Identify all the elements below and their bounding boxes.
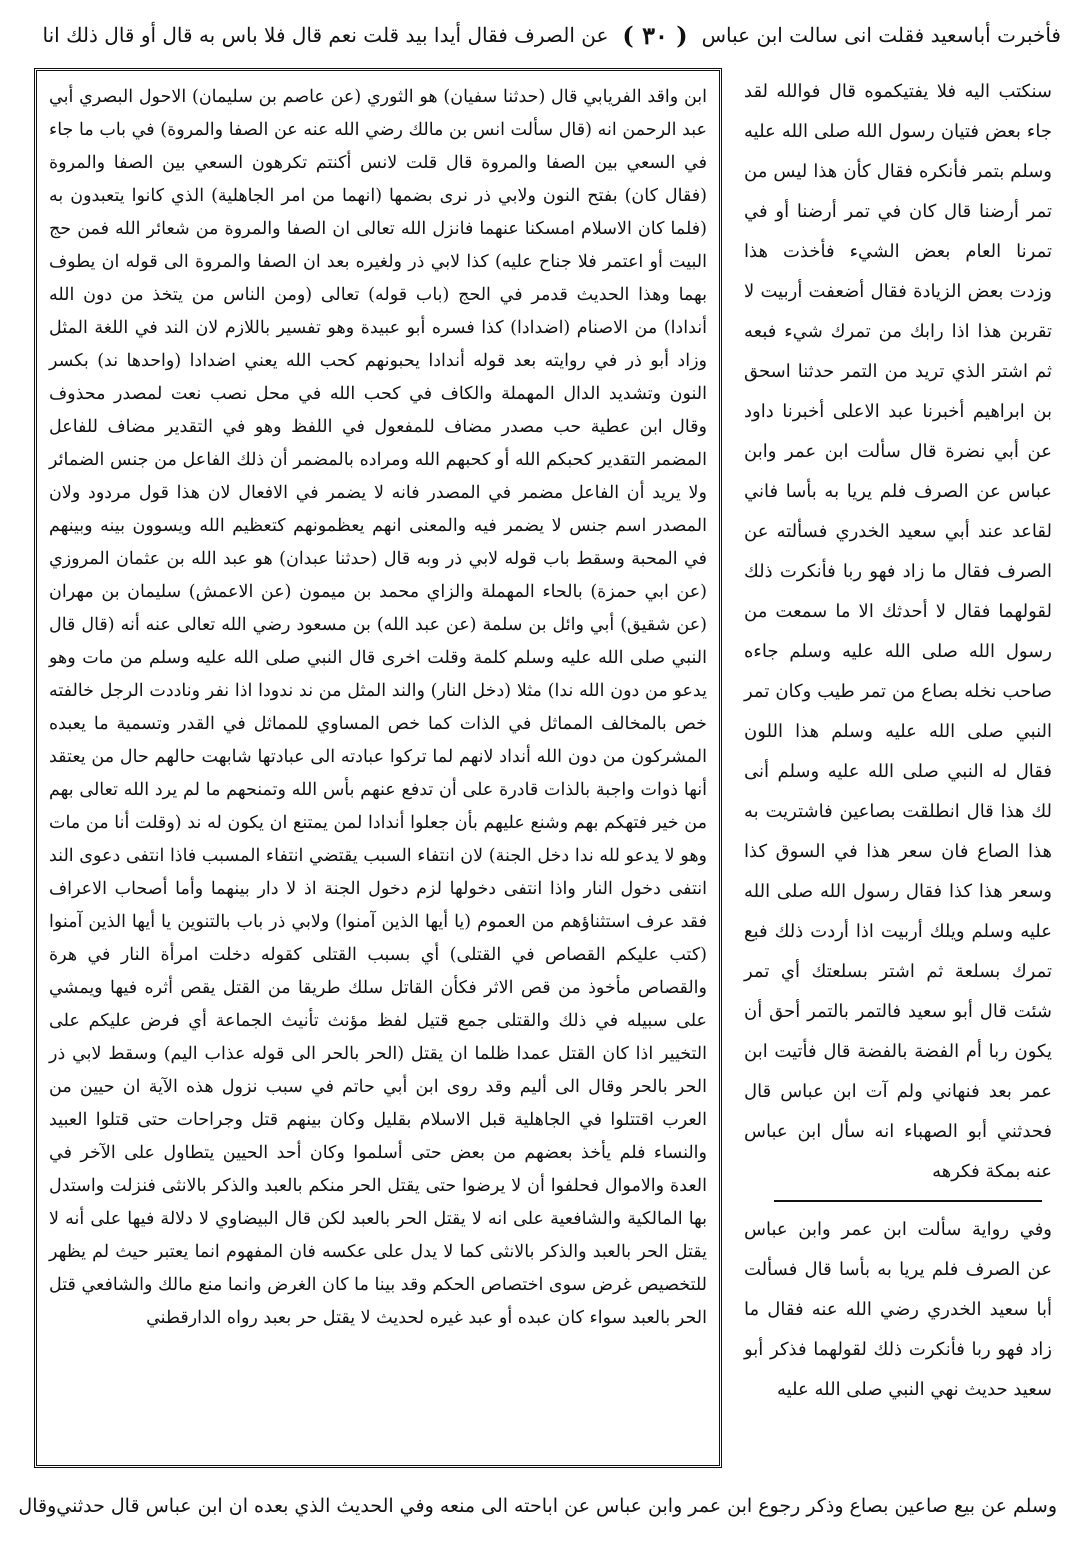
margin-commentary-text-2: وفي رواية سألت ابن عمر وابن عباس عن الصرف فلم يريا به بأسا قال فسألت أبا سعيد الخدري رضي الله عنه فقال ما زاد فهو ربا فأنكرت ذلك لقولهما فذكر أبو سعيد حديث نهي النبي صلى الله عليه [744,1219,1052,1400]
header-right-text: فأخبرت أباسعيد فقلت انى سالت ابن عباس [701,23,1061,47]
page-number: ( ٣٠ ) [622,20,688,50]
header-left-text: عن الصرف فقال أيدا بيد قلت نعم قال فلا باس به قال أو قال ذلك انا [42,23,609,47]
page-footer [18,1486,1057,1526]
main-commentary-text: ابن واقد الفريابي قال (حدثنا سفيان) هو الثوري (عن عاصم بن سليمان) الاحول البصري أبي عبد الرحمن انه (قال سألت انس بن مالك رضي الله عنه عن الصفا والمروة) في باب ما جاء في السعي بين الصفا والمروة قال قلت لانس أكنتم تكرهون السعي بين الصفا والمروة (فقال كان) بفتح النون ولابي ذر نرى بضمها (انهما من امر الجاهلية) الذي كانوا يتعبدون به (فلما كان الاسلام امسكنا عنهما فانزل الله تعالى ان الصفا والمروة من شعائر الله فمن حج البيت أو اعتمر فلا جناح عليه) كذا لابي ذر ولغيره بعد ان الصفا والمروة الى قوله ان يطوف بهما وهذا الحديث قدمر في الحج (باب قوله) تعالى (ومن الناس من يتخذ من دون الله أندادا) من الاصنام (اضدادا) كذا فسره أبو عبيدة وهو تفسير باللازم لان الند في اللغة المثل وزاد أبو ذر في روايته بعد قوله أندادا يحبونهم كحب الله يعني اضدادا (واحدها ند) بكسر النون وتشديد الدال المهملة والكاف في كحب الله في محل نصب نعت لمصدر محذوف وقال ابن عطية حب مصدر مضاف للمفعول في اللفظ وهو في التقدير مضاف للفاعل المضمر التقدير كحبكم الله أو كحبهم الله ومراده بالمضمر أن ذلك الفاعل من جنس الضمائر ولا يريد أن الفاعل مضمر في المصدر فانه لا يضمر في الافعال لان هذا قول مردود ولان المصدر اسم جنس لا يضمر فيه والمعنى انهم يعظمونهم كتعظيم الله ويسوون بينه وبينهم في المحبة وسقط باب قوله لابي ذر وبه قال (حدثنا عبدان) هو عبد الله بن عثمان المروزي (عن ابي حمزة) بالحاء المهملة والزاي محمد بن ميمون (عن الاعمش) سليمان بن مهران (عن شقيق) أبي وائل بن سلمة (عن عبد الله) بن مسعود رضي الله تعالى عنه أنه (قال قال النبي صلى الله عليه وسلم كلمة وقلت اخرى قال النبي صلى الله عليه وسلم من مات وهو يدعو من دون الله ندا) مثلا (دخل النار) والند المثل من ند ندودا اذا نفر وناددت الرجل خالفته خص بالمخالف المماثل في الذات كما خص المساوي للمماثل في القدر وتسمية ما يعبده المشركون من دون الله أنداد لانهم لما تركوا عبادته الى عبادتها شابهت حالهم حال من يعتقد أنها ذوات واجبة بالذات قادرة على أن تدفع عنهم بأس الله وتمنحهم ما لم يرد الله تعالى بهم من خير فتهكم بهم وشنع عليهم بأن جعلوا أندادا لمن يمتنع ان يكون له ند (وقلت أنا من مات وهو لا يدعو لله ندا دخل الجنة) لان انتفاء السبب يقتضي انتفاء المسبب فاذا انتفى دعوى الند انتفى دخول النار واذا انتفى دخولها لزم دخول الجنة اذ لا دار بينهما وأما أصحاب الاعراف فقد عرف استثناؤهم من العموم (يا أيها الذين آمنوا) ولابي ذر باب بالتنوين يا أيها الذين آمنوا (كتب عليكم القصاص في القتلى) أي بسبب القتلى كقوله دخلت امرأة النار في هرة والقصاص مأخوذ من قص الاثر فكأن القاتل سلك طريقا من القتل يقص أثره فيها ويمشي على سبيله في ذلك والقتلى جمع قتيل لفظ مؤنث تأنيث الجماعة أي فرض عليكم على التخيير اذا كان القتل عمدا ظلما ان يقتل (الحر بالحر الى قوله عذاب اليم) وسقط لابي ذر الحر بالحر وقال الى أليم وقد روى ابن أبي حاتم في سبب نزول هذه الآية ان حيين من العرب اقتتلوا في الجاهلية قبل الاسلام بقليل وكان بينهم قتل وجراحات حتى قتلوا العبيد والنساء فلم يأخذ بعضهم من بعض حتى أسلموا وكان أحد الحيين يتطاول على الآخر في العدة والاموال فحلفوا أن لا يرضوا حتى يقتل الحر منكم بالعبد والذكر بالانثى فنزلت واستدل بها المالكية والشافعية على انه لا يقتل الحر بالعبد لكن قال البيضاوي لا دلالة فيها على أنه لا يقتل الحر بالعبد والذكر بالانثى كما لا يدل على عكسه فان المفهوم انما يعتبر حيث لم يظهر للتخصيص غرض سوى اختصاص الحكم وقد بينا ما كان الغرض وانما منع مالك والشافعي قتل الحر بالعبد سواء كان عبده أو عبد غيره لحديث لا يقتل حر بعبد رواه الدارقطني [49,87,707,1328]
margin-commentary-text: سنكتب اليه فلا يفتيكموه قال فوالله لقد جاء بعض فتيان رسول الله صلى الله عليه وسلم بتمر فأنكره فقال كأن هذا ليس من تمر أرضنا قال كان في تمر أرضنا أو في تمرنا العام بعض الشيء فأخذت هذا وزدت بعض الزيادة فقال أضعفت أربيت لا تقربن هذا اذا رابك من تمرك شيء فبعه ثم اشتر الذي تريد من التمر حدثنا اسحق بن ابراهيم أخبرنا عبد الاعلى أخبرنا داود عن أبي نضرة قال سألت ابن عمر وابن عباس عن الصرف فلم يريا به بأسا فاني لقاعد عند أبي سعيد الخدري فسألته عن الصرف فقال ما زاد فهو ربا فأنكرت ذلك لقولهما فقال لا أحدثك الا ما سمعت من رسول الله صلى الله عليه وسلم جاءه صاحب نخله بصاع من تمر طيب وكان تمر النبي صلى الله عليه وسلم هذا اللون فقال له النبي صلى الله عليه وسلم أنى لك هذا قال انطلقت بصاعين فاشتريت به هذا الصاع فان سعر هذا في السوق كذا وسعر هذا كذا فقال رسول الله صلى الله عليه وسلم ويلك أربيت اذا أردت ذلك فبع تمرك بسلعة ثم اشتر بسلعتك أي تمر شئت قال أبو سعيد فالتمر بالتمر أحق أن يكون ربا أم الفضة بالفضة قال فأتيت ابن عمر بعد فنهاني ولم آت ابن عباس قال فحدثني أبو الصهباء انه سأل ابن عباس عنه بمكة فكرهه [744,81,1052,1182]
page-header [28,10,1061,60]
margin-commentary-column [734,68,1062,1468]
footer-text: وسلم عن بيع صاعين بصاع وذكر رجوع ابن عمر وابن عباس عن اباحته الى منعه وفي الحديث الذي بعده ان ابن عباس قال حدثني [56,1495,1057,1517]
main-commentary-frame [34,68,722,1468]
footer-catchword: وقال [18,1495,57,1517]
margin-divider [774,1200,1042,1202]
